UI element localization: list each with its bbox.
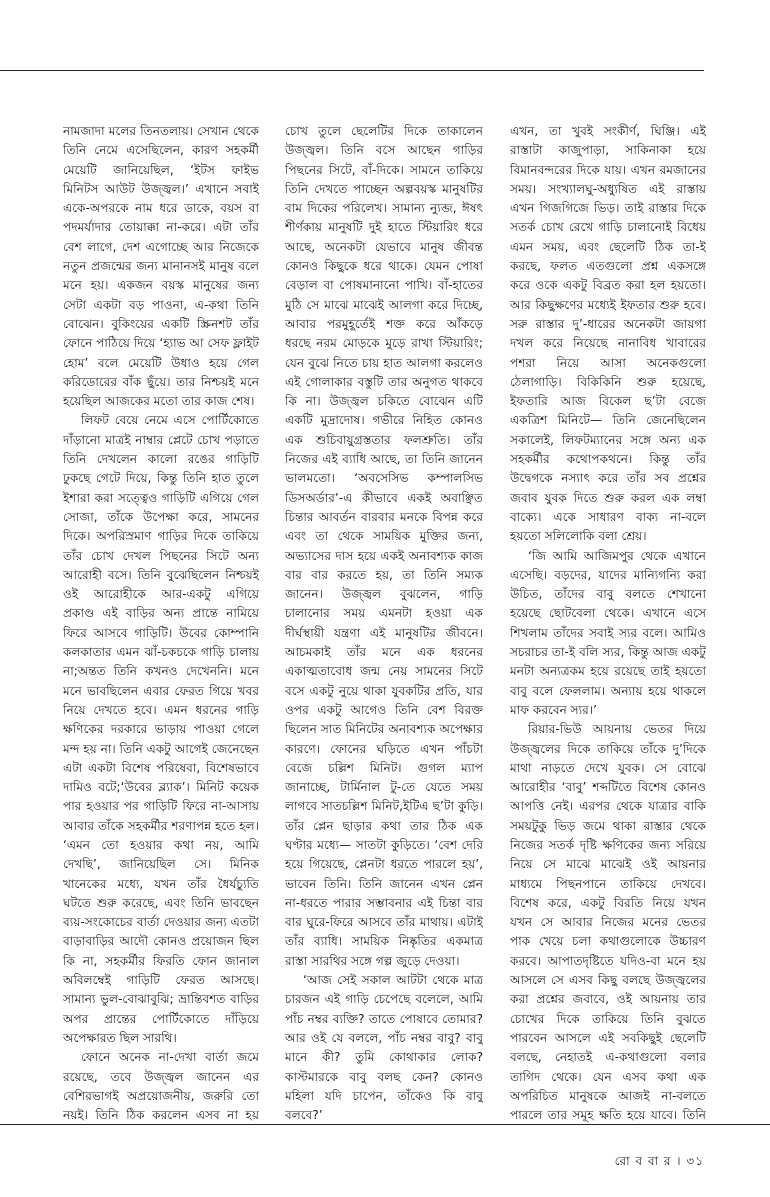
paragraph: চোখ তুলে ছেলেটির দিকে তাকালেন উজ্জ্বল। তিনি বসে আছেন গাড়ির পিছনের সিটে, বাঁ-দিকে। সামনে তাকিয়ে তিনি দেখতে পাচ্ছেন অল্পবয়স্ক মানুষটির বাম দিকের পরিলেখ। সামান্য ন্যুব্জ, ঈষৎ শীর্ণকায় মানুষটি দুই হাতে স্টিয়ারিং ধরে আছে, অনেকটা যেভাবে মানুষ জীবন্ত কোনও কিছুকে ধরে থাকে। যেমন পোষা বেড়াল বা পোষমানানো পাখি। বাঁ-হাতের মুঠি সে মাঝে মাঝেই আলগা করে দিচ্ছে, আবার পরমুহূর্তেই শক্ত করে আঁকড়ে ধরছে নরম মোড়কে মুড়ে রাখা স্টিয়ারিং; যেন বুঝে নিতে চায় হাত আলগা করলেও এই গোলাকার বস্তুটি তার অনুগত থাকবে কি না। উজ্জ্বল চকিতে বোঝেন এটি একটি মুদ্রাদোষ। গভীরে নিহিত কোনও এক শুচিবায়ুগ্রস্ততার ফলশ্রুতি। তাঁর নিজের এই ব্যাধি আছে, তা তিনি জানেন ভালমতো। ‘অবসেসিভ কম্পালসিভ ডিসঅর্ডার’-এ কীভাবে একই অবাঞ্ছিত চিন্তার আবর্তন বারবার মনকে বিপন্ন করে এবং তা থেকে সাময়িক মুক্তির জন্য, অভ্যাসের দাস হয়ে একই অনাবশ্যক কাজ বার বার করতে হয়, তা তিনি সম্যক জানেন। উজ্জ্বল বুঝলেন, গাড়ি চালানোর সময় এমনটা হওয়া এক দীর্ঘস্থায়ী যন্ত্রণা এই মানুষটির জীবনে। আচমকাই তাঁর মনে এক ধরনের একাত্মতাবোধ জন্ম নেয় সামনের সিটে বসে একটু নুয়ে থাকা যুবকটির প্রতি, যার ওপর একটু আগেও তিনি বেশ বিরক্ত ছিলেন সাত মিনিটের অনাবশ্যক অপেক্ষার কারণে। ফোনের ঘড়িতে এখন পাঁচটা বেজে চল্লিশ মিনিট। গুগল ম্যাপ জানাচ্ছে, টার্মিনাল টু-তে যেতে সময় লাগবে সাতচল্লিশ মিনিট,ইটিএ ছ’টা কুড়ি। তাঁর প্লেন ছাড়ার কথা তার ঠিক এক ঘণ্টার মধ্যে— সাতটা কুড়িতে। ‘বেশ দেরি হয়ে গিয়েছে, প্লেনটা ধরতে পারলে হয়’, ভাবেন তিনি। তিনি জানেন এখন প্লেন না-ধরতে পারার সম্ভাবনার এই চিন্তা বার বার ঘুরে-ফিরে আসবে তাঁর মাথায়। এটাই তাঁর ব্যাধি। সাময়িক নিষ্কৃতির একমাত্র রাস্তা সারথির সঙ্গে গল্প জুড়ে দেওয়া। — [285, 124, 483, 968]
paragraph: ‘জি আমি আজিমপুর থেকে এখানে এসেছি। বড়দের, যাদের মান্যিগন্যি করা উচিত, তাঁদের বাবু বলতে শেখানো হয়েছে ছোটবেলা থেকে। এখানে এসে শিখলাম তাঁদের সবাই স্যর বলে। আমিও সচরাচর তা-ই বলি স্যর, কিন্তু আজ একটু মনটা অন্যত্রকম হয়ে রয়েছে তাই হয়তো বাবু বলে ফেললাম। অন্যায় হয়ে থাকলে মাফ করবেন স্যর।’ — [510, 548, 706, 717]
paragraph: নামজাদা মলের তিনতলায়। সেখান থেকে তিনি নেমে এসেছিলেন, কারণ সহকর্মী মেয়েটি জানিয়েছিল, ‘ইটস ফাইভ মিনিটস আউট উজ্জ্বল।’ এখানে সবাই একে-অপরকে নাম ধরে ডাকে, বয়স বা পদমর্যাদার তোয়াক্কা না-করে। এটা তাঁর বেশ লাগে, দেশ এগোচ্ছে আর নিজেকে নতুন প্রজন্মের জন্য মানানসই মানুষ বলে মনে হয়। একজন বয়স্ক মানুষের জন্য সেটা একটা বড় পাওনা, এ-কথা তিনি বোঝেন। বুকিংয়ের একটি স্ক্রিনশট তাঁর ফোনে পাঠিয়ে দিয়ে ‘হ্যাভ আ সেফ ফ্লাইট হোম’ বলে মেয়েটি উধাও হয়ে গেল করিডোরের বাঁক ছুঁয়ে। তার নিশ্চয়ই মনে হয়েছিল আজকের মতো তার কাজ শেষ। — [63, 124, 259, 409]
paragraph: ‘আজ সেই সকাল আটটা থেকে মাত্র চারজন এই গাড়ি চেপেছে বলেলে, আমি পাঁচ নম্বর ব্যক্তি? তাতে পোষাবে তোমার? আর ওই যে বললে, পাঁচ নম্বর বাবু? বাবু মানে কী? তুমি কোথাকার লোক? কাস্টমারকে বাবু বলছ কেন? কোনও মহিলা যদি চাপেন, তাঁকেও কি বাবু বলবে?’ — [285, 973, 483, 1122]
paragraph: রিয়ার-ভিউ আয়নায় ভেতর দিয়ে উজ্জ্বলের দিকে তাকিয়ে তাঁকে দু’দিকে মাথা নাড়তে দেখে যুবক। সে বোঝে আরোহীর ‘বাবু’ শব্দটিতে বিশেষ কোনও আপত্তি নেই। এরপর থেকে যাত্রার বাকি সময়টুকু ভিড় জমে থাকা রাস্তার থেকে নিজের সতর্ক দৃষ্টি ক্ষণিকের জন্য সরিয়ে নিয়ে সে মাঝে মাঝেই ওই আয়নার মাধ্যমে পিছনপানে তাকিয়ে দেখবে। বিশেষ করে, একটু বিরতি নিয়ে যখন যখন সে আবার নিজের মনের ভেতর পাক খেয়ে চলা কথাগুলোকে উচ্চারণ করবে। আপাতদৃষ্টিতে যদিও-বা মনে হয় আসলে সে এসব কিছু বলছে উজ্জ্বলের করা প্রশ্নের জবাবে, ওই আয়নায় তার চোখের দিকে তাকিয়ে তিনি বুঝতে পারবেন আসলে এই সবকিছুই ছেলেটি বলছে, নেহাতই এ-কথাগুলো বলার তাগিদ থেকে। যেন এসব কথা এক অপরিচিত মানুষকে আজই না-বলতে পারলে তার সমূহ ক্ষতি হয়ে যাবে। তিনি — [510, 722, 706, 1122]
header-rule — [0, 70, 704, 71]
paragraph: ফোনে অনেক না-দেখা বার্তা জমে রয়েছে, তবে উজ্জ্বল জানেন এর বেশিরভাগই অপ্রয়োজনীয়, জরুরি তো নয়ই। তিনি ঠিক করলেন এসব না হয় — [63, 1050, 259, 1122]
paragraph: এখন, তা খুবই সংকীর্ণ, ঘিঞ্জি। এই রাস্তাটা কাজুপাড়া, সাকিনাকা হয়ে বিমানবন্দরের দিকে যায়। এখন রমজানের সময়। সংখ্যালঘু-অধ্যুষিত এই রাস্তায় এখন গিজগিজে ভিড়। তাই রাস্তার দিকে সতর্ক চোখ রেখে গাড়ি চালানোই বিধেয় এমন সময়, এবং ছেলেটি ঠিক তা-ই করছে, ফলত এতগুলো প্রশ্ন একসঙ্গে করে ওকে একটু বিব্রত করা হল হয়তো। আর কিছুক্ষণের মধ্যেই ইফতার শুরু হবে। সরু রাস্তার দু’-ধারের অনেকটা জায়গা দখল করে নিয়েছে নানাবিধ খাবারের পশরা নিয়ে আসা অনেকগুলো ঠেলাগাড়ি। বিকিকিনি শুরু হয়েছে, ইফতারি আজ বিকেল ছ’টা বেজে একত্রিশ মিনিটে— তিনি জেনেছিলেন সকালেই, লিফটম্যানের সঙ্গে অন্য এক সহকর্মীর কথোপকথনে। কিন্তু তাঁর উদ্বেগকে নস্যাৎ করে তাঁর সব প্রশ্নের জবাব যুবক দিতে শুরু করল এক লম্বা বাক্যে। একে সাধারণ বাক্য না-বলে হয়তো সলিলোকি বলা শ্রেয়। — [510, 124, 706, 544]
text-column-3 — [510, 122, 706, 1122]
text-column-1 — [63, 122, 259, 1122]
footer-rule — [0, 1124, 770, 1125]
text-column-2 — [285, 122, 483, 1122]
page-folio: রো ব বা র । ৩১ — [614, 1154, 704, 1168]
paragraph: লিফট বেয়ে নেমে এসে পোর্টিকোতে দাঁড়ানো মাত্রই নাম্বার প্লেটে চোখ পড়াতে তিনি দেখলেন কালো রঙের গাড়িটি ঢুকছে গেটে দিয়ে, কিন্তু তিনি হাত তুলে ইশারা করা সত্ত্বেও গাড়িটি এগিয়ে গেল সোজা, তাঁকে উপেক্ষা করে, সামনের দিকে। অপরিস্রমাণ গাড়ির দিকে তাকিয়ে তাঁর চোখ দেখল পিছনের সিটে অন্য আরোহী বসে। তিনি বুঝেছিলেন নিশ্চয়ই ওই আরোহীকে আর-একটু এগিয়ে প্রকাণ্ড এই বাড়ির অন্য প্রান্তে নামিয়ে ফিরে আসবে গাড়িটি। উবের কোম্পানি কলকাতার এমন ঝাঁ-চকচকে গাড়ি চালায় না;অন্তত তিনি কখনও দেখেননি। মনে মনে ভাবছিলেন এবার ফেরত গিয়ে খবর নিয়ে দেখতে হবে। এমন ধরনের গাড়ি ক্ষণিকের দরকারে ভাড়ায় পাওয়া গেলে মন্দ হয় না। তিনি একটু আগেই জেনেছেন এটা একটা বিশেষ পরিষেবা, বিশেষভাবে দামিও বটে;‘উবের ব্ল্যাক’। মিনিট কয়েক পার হওয়ার পর গাড়িটি ফিরে না-আসায় আবার তাঁকে সহকর্মীর শরণাপন্ন হতে হল। ‘এমন তো হওয়ার কথা নয়, আমি দেখছি’, জানিয়েছিল সে। মিনিক খানেকের মধ্যে, যখন তাঁর ধৈর্যচ্যুতি ঘটতে শুরু করেছে, এবং তিনি ভাবছেন ব্যয়-সংকোচের বার্তা দেওয়ার জন্য এতটা বাড়াবাড়ির আদৌ কোনও প্রয়োজন ছিল কি না, সহকর্মীর ফিরতি ফোন জানাল অবিলম্বেই গাড়িটি ফেরত আসছে। সামান্য ভুল-বোঝাবুঝি; ভ্রান্তিবশত বাড়ির অপর প্রান্তের পোর্টিকোতে দাঁড়িয়ে অপেক্ষারত ছিল সারথি। — [63, 413, 259, 1045]
